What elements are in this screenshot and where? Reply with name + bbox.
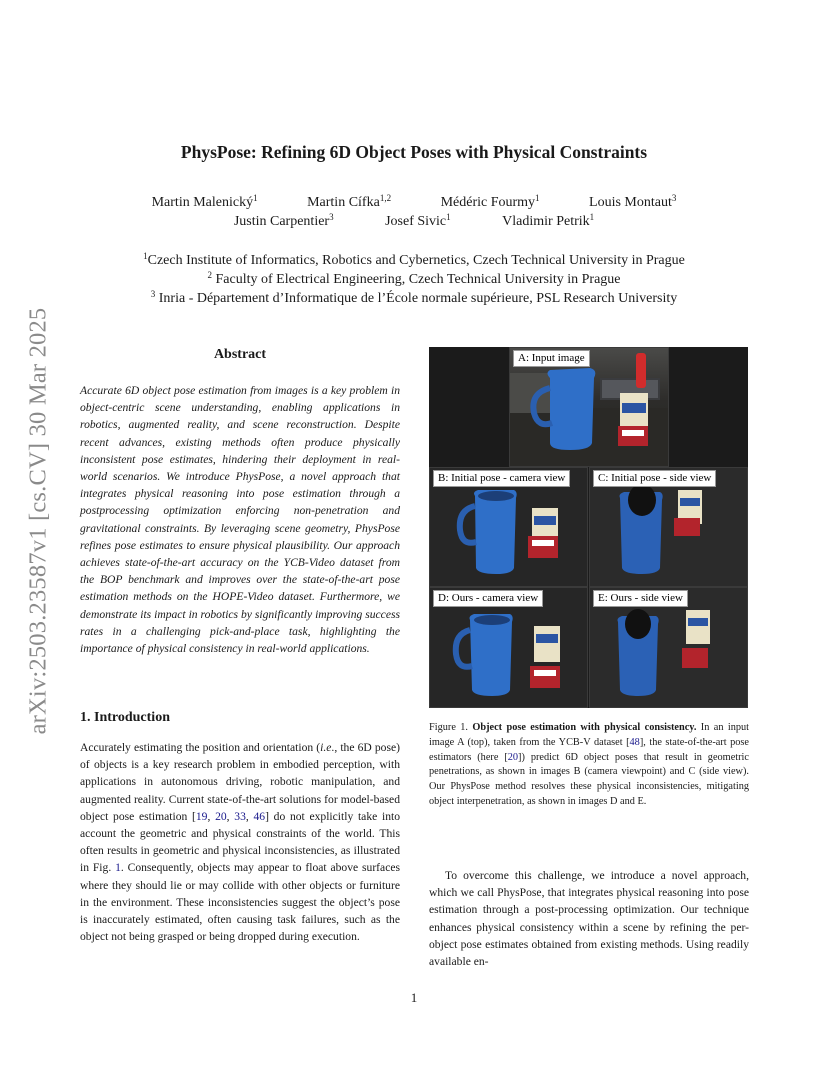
abstract-heading: Abstract [213, 347, 267, 362]
figure-panel-initial-camera [429, 467, 588, 587]
figure-1-caption: Figure 1. Object pose estimation with physical consistency. In an input image A (top), taken from the YCB-V dataset [48], the state-of-the-art pose estimators (here [20]) predict 6D object poses that result in geometric penetrations, as shown in images B (camera viewpoint) and C (side view). Our PhysPose method resolves these physical inconsistencies, mitigating object interpenetration, as shown in images D and E. [429, 722, 750, 807]
authors-row-1 [0, 195, 828, 211]
affiliation-3: $^3$ Inria - Département d’Informatique de l’École normale supérieure, PSL Research University [150, 289, 678, 306]
citation-link[interactable]: 33 [234, 809, 246, 823]
panel-label-a: A: Input image [513, 350, 590, 367]
page-number: 1 [410, 990, 418, 1005]
author: Médéric Fourmy$^1$ [440, 193, 540, 210]
introduction-paragraph: Accurately estimating the position and orientation (i.e., the 6D pose) of objects is a key research problem in embodied perception, with applications in autonomous driving, robotic manipulation, and augmented reality. Current state-of-the-art solutions for model-based object pose estimation [19, 20, 33, 46] do not explicitly take into account the geometric and physical constraints of the world. This often results in geometric and physical inconsistencies, as illustrated in Fig. 1. Consequently, objects may appear to float above surfaces where they should lie or may collide with other objects or furniture in the environment. These inconsistencies suggest the object’s pose is inaccurately estimated, often causing task failures, such as the object not being grasped or being dropped during execution. [80, 741, 401, 944]
authors-row-2 [0, 214, 828, 230]
author: Vladimir Petrik$^1$ [502, 212, 595, 229]
author: Josef Sivic$^1$ [385, 212, 451, 229]
arxiv-watermark [23, 286, 54, 756]
figure-link[interactable]: 1 [115, 861, 121, 875]
author: Martin Cífka$^{1,2}$ [307, 193, 392, 210]
right-column-paragraph: To overcome this challenge, we introduce a novel approach, which we call PhysPose, that integrates physical reasoning into pose estimation through a post-processing optimization. Our technique enhances physical consistency within a scene by refining the per-object pose estimates obtained from existing methods. Using readily available en- [429, 869, 749, 969]
arxiv-identifier: arXiv:2503.23587v1 [cs.CV] 30 Mar 2025 [24, 307, 52, 735]
affiliation-2: $^2$ Faculty of Electrical Engineering, Czech Technical University in Prague [207, 270, 621, 287]
panel-label-c: C: Initial pose - side view [593, 470, 716, 487]
affiliation-1: $^1$Czech Institute of Informatics, Robotics and Cybernetics, Czech Technical University in Prague [143, 251, 685, 268]
figure-panel-input-image [509, 347, 669, 467]
panel-label-e: E: Ours - side view [593, 590, 688, 607]
paper-title: PhysPose: Refining 6D Object Poses with Physical Constraints [180, 142, 648, 162]
figure-1 [429, 347, 748, 708]
abstract-text: Accurate 6D object pose estimation from images is a key problem in object-centric scene understanding, enabling applications in robotics, augmented reality, and scene reconstruction. Despite recent advances, existing methods often produce physically inconsistent pose estimates, hindering their deployment in real-world scenarios. We introduce PhysPose, a novel approach that integrates physical reasoning into pose estimation through a postprocessing optimization enforcing non-penetration and gravitational constraints. By leveraging scene geometry, PhysPose refines pose estimates to ensure physical plausibility. Our approach achieves state-of-the-art accuracy on the YCB-Video dataset from the BOP benchmark and improves over the state-of-the-art pose estimation methods on the HOPE-Video dataset. Furthermore, we demonstrate its impact in robotics by significantly improving success rates in a challenging pick-and-place task, highlighting the importance of physical consistency in real-world applications. [80, 384, 400, 656]
figure-panel-ours-camera [429, 587, 588, 708]
panel-label-b: B: Initial pose - camera view [433, 470, 570, 487]
author: Justin Carpentier$^3$ [233, 212, 334, 229]
author: Martin Malenický$^1$ [151, 193, 258, 210]
section-heading-introduction: 1. Introduction [80, 710, 170, 725]
citation-link[interactable]: 19 [195, 809, 208, 823]
citation-link[interactable]: 46 [253, 809, 266, 823]
author: Louis Montaut$^3$ [589, 193, 677, 210]
citation-link[interactable]: 20 [507, 751, 519, 763]
figure-panel-initial-side [589, 467, 748, 587]
panel-label-d: D: Ours - camera view [433, 590, 543, 607]
citation-link[interactable]: 20 [215, 809, 227, 823]
figure-panel-ours-side [589, 587, 748, 708]
citation-link[interactable]: 48 [629, 736, 640, 748]
